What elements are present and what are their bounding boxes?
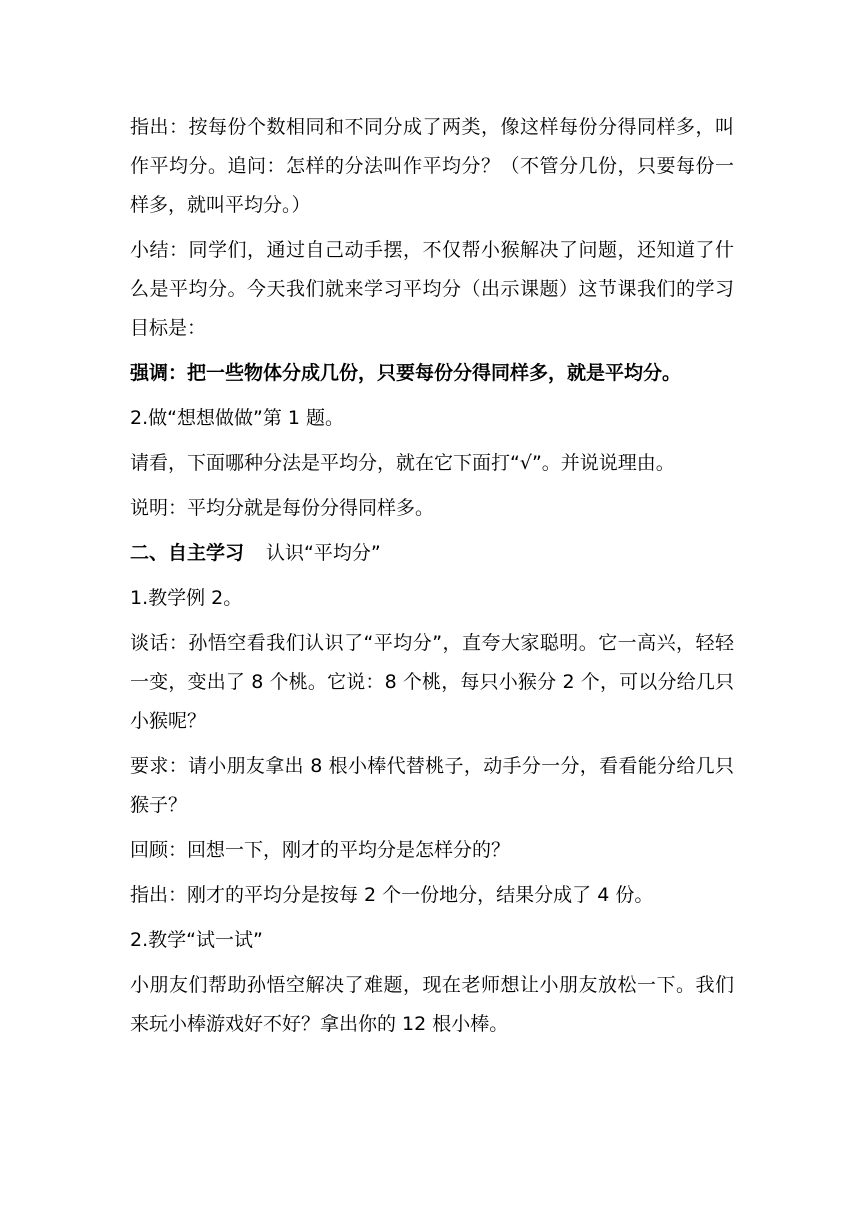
- section-heading-subtitle: 认识“平均分”: [266, 542, 381, 564]
- paragraph-point-out: 指出：按每份个数相同和不同分成了两类，像这样每份分得同样多，叫作平均分。追问：怎样的分法叫作平均分？（不管分几份，只要每份一样多，就叫平均分。）: [130, 116, 734, 216]
- paragraph-point-out-2: 指出：刚才的平均分是按每 2 个一份地分，结果分成了 4 份。: [130, 884, 654, 906]
- paragraph-emphasis: 强调：把一些物体分成几份，只要每份分得同样多，就是平均分。: [130, 362, 682, 384]
- paragraph-summary: 小结：同学们，通过自己动手摆，不仅帮小猴解决了问题，还知道了什么是平均分。今天我们就来学习平均分（出示课题）这节课我们的学习目标是：: [130, 239, 734, 339]
- paragraph-game: 小朋友们帮助孙悟空解决了难题，现在老师想让小朋友放松一下。我们来玩小棒游戏好不好？拿出你的 12 根小棒。: [130, 974, 734, 1035]
- paragraph-requirement: 要求：请小朋友拿出 8 根小棒代替桃子，动手分一分，看看能分给几只猴子？: [130, 755, 734, 816]
- section-heading: [130, 534, 734, 573]
- paragraph-explanation: 说明：平均分就是每份分得同样多。: [130, 497, 435, 519]
- paragraph-example-2: 1.教学例 2。: [130, 587, 243, 609]
- paragraph-exercise-1: 2.做“想想做做”第 1 题。: [130, 407, 344, 429]
- paragraph-instruction: 请看，下面哪种分法是平均分，就在它下面打“√”。并说说理由。: [130, 452, 675, 474]
- section-heading-title: 二、自主学习: [130, 542, 245, 564]
- paragraph-try-it: 2.教学“试一试”: [130, 929, 263, 951]
- paragraph-talk: 谈话：孙悟空看我们认识了“平均分”，直夸大家聪明。它一高兴，轻轻一变，变出了 8 个桃。它说：8 个桃，每只小猴分 2 个，可以分给几只小猴呢？: [130, 632, 734, 732]
- paragraph-review: 回顾：回想一下，刚才的平均分是怎样分的？: [130, 839, 511, 861]
- document-page: [130, 108, 734, 1050]
